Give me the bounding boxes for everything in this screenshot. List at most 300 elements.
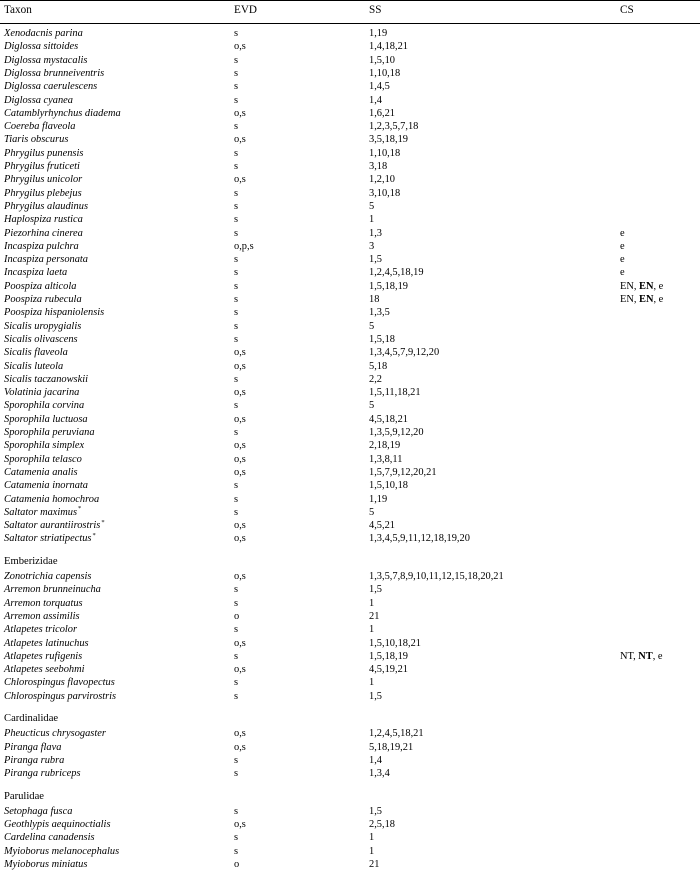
table-row — [0, 187, 700, 200]
evd-cell: o,s — [234, 571, 246, 582]
table-row — [0, 54, 700, 67]
taxon-cell — [4, 147, 83, 160]
evd-cell: o,s — [234, 347, 246, 359]
table-row — [0, 160, 700, 173]
ss-cell: 1 — [369, 677, 375, 689]
ss-cell: 1,5 — [369, 584, 382, 596]
evd-cell: o,s — [234, 728, 246, 740]
cs-status-text: , e — [653, 294, 664, 305]
evd-cell: o,s — [234, 174, 246, 186]
taxon-cell — [4, 858, 87, 871]
ss-cell: 21 — [369, 610, 380, 622]
taxon-cell — [4, 818, 111, 831]
taxon-cell — [4, 426, 95, 439]
evd-cell: s — [234, 307, 239, 319]
ss-cell: 21 — [369, 859, 380, 870]
cs-cell — [620, 280, 663, 293]
table-row — [0, 845, 700, 858]
ss-cell: 1,2,4,5,18,21 — [369, 728, 424, 740]
taxon-cell — [4, 240, 79, 253]
ss-cell: 18 — [369, 294, 380, 305]
ss-cell: 1,4,18,21 — [369, 41, 408, 53]
ss-cell: 4,5,18,21 — [369, 413, 408, 425]
taxon-cell — [4, 266, 67, 279]
ss-cell: 2,5,18 — [369, 819, 395, 831]
evd-cell: o,s — [234, 664, 246, 676]
taxon-name: Sporophila telasco — [4, 453, 82, 465]
ss-cell: 1,5 — [369, 805, 382, 817]
ss-cell: 3,18 — [369, 161, 388, 172]
taxon-name: Saltator maximus — [4, 506, 78, 518]
evd-cell: s — [234, 200, 239, 212]
taxon-cell — [4, 506, 81, 519]
cs-cell: e — [620, 227, 625, 239]
table-row — [0, 280, 700, 293]
table-row — [0, 532, 700, 545]
cs-cell: e — [620, 240, 625, 252]
taxon-name: Sporophila luctuosa — [4, 413, 88, 425]
table-row — [0, 519, 700, 532]
taxon-name: Volatinia jacarina — [4, 387, 80, 399]
cs-status-text: EN, — [620, 280, 640, 292]
ss-cell: 1,2,10 — [369, 174, 395, 186]
cs-status-text: NT, — [620, 650, 639, 662]
ss-cell: 1,4,5 — [369, 81, 390, 93]
footnote-marker: * — [92, 531, 96, 539]
taxon-name: Piranga flava — [4, 741, 62, 753]
taxon-cell — [4, 280, 76, 293]
evd-cell: s — [234, 28, 239, 39]
taxon-name: Zonotrichia capensis — [4, 571, 92, 582]
table-row — [0, 426, 700, 439]
ss-cell: 2,2 — [369, 373, 382, 385]
taxon-cell — [4, 727, 106, 740]
taxon-cell — [4, 293, 82, 306]
taxon-cell — [4, 160, 80, 173]
taxon-name: Sicalis taczanowskii — [4, 373, 88, 385]
evd-cell: o,s — [234, 741, 246, 753]
evd-cell: o — [234, 859, 240, 870]
family-heading: Cardinalidae — [4, 713, 59, 724]
evd-cell: s — [234, 493, 239, 505]
top-rule — [0, 0, 700, 1]
taxon-cell — [4, 493, 99, 506]
taxon-cell — [4, 200, 88, 213]
cs-status-bold: NT — [638, 650, 653, 662]
taxon-name: Tiaris obscurus — [4, 134, 69, 146]
evd-cell: s — [234, 690, 239, 702]
taxon-cell — [4, 767, 80, 780]
cs-status-text: , e — [652, 650, 663, 662]
table-row — [0, 173, 700, 186]
evd-cell: s — [234, 624, 239, 636]
evd-cell: o,s — [234, 819, 246, 831]
family-heading-row — [0, 712, 700, 725]
ss-cell: 5 — [369, 320, 375, 332]
ss-cell: 4,5,19,21 — [369, 664, 408, 676]
ss-cell: 3,5,18,19 — [369, 134, 408, 146]
table-row — [0, 213, 700, 226]
table-row — [0, 293, 700, 306]
ss-cell: 1,5,10,18 — [369, 480, 408, 492]
evd-cell: o,s — [234, 440, 246, 452]
family-heading-row — [0, 555, 700, 568]
ss-cell: 1,10,18 — [369, 67, 401, 79]
taxon-cell — [4, 107, 121, 120]
taxon-name: Myioborus miniatus — [4, 859, 88, 870]
table-row — [0, 610, 700, 623]
footnote-marker: * — [101, 518, 105, 526]
taxon-name: Pheucticus chrysogaster — [4, 728, 106, 740]
table-row — [0, 754, 700, 767]
table-row — [0, 120, 700, 133]
ss-cell: 5,18,19,21 — [369, 741, 414, 753]
taxon-name: Diglossa brunneiventris — [4, 67, 105, 79]
taxon-name: Saltator striatipectus — [4, 533, 92, 545]
table-row — [0, 266, 700, 279]
table-row — [0, 399, 700, 412]
ss-cell: 1,3,5,7,8,9,10,11,12,15,18,20,21 — [369, 571, 504, 582]
header-evd: EVD — [234, 4, 257, 16]
family-heading: Parulidae — [4, 790, 45, 802]
footnote-marker: * — [78, 505, 82, 513]
evd-cell: o,s — [234, 413, 246, 425]
taxon-name: Catamenia analis — [4, 466, 78, 478]
ss-cell: 1,3,4 — [369, 768, 390, 780]
evd-cell: o — [234, 610, 240, 622]
ss-cell: 1,5 — [369, 690, 382, 702]
ss-cell: 1,5,10 — [369, 54, 395, 66]
taxon-name: Catamenia homochroa — [4, 493, 100, 505]
taxon-name: Arremon torquatus — [4, 597, 83, 609]
table-row — [0, 320, 700, 333]
taxon-name: Setophaga fusca — [4, 805, 73, 817]
cs-status-bold: EN — [639, 280, 654, 292]
ss-cell: 1,3,4,5,9,11,12,18,19,20 — [369, 533, 470, 545]
table-row — [0, 650, 700, 663]
evd-cell: o,s — [234, 453, 246, 465]
table-row — [0, 133, 700, 146]
table-row — [0, 386, 700, 399]
taxon-name: Sporophila corvina — [4, 400, 85, 412]
taxon-cell — [4, 610, 80, 623]
taxon-name: Poospiza rubecula — [4, 294, 82, 305]
ss-cell: 1 — [369, 845, 375, 857]
ss-cell: 1,10,18 — [369, 147, 401, 159]
taxon-name: Atlapetes seebohmi — [4, 664, 85, 676]
taxon-name: Myioborus melanocephalus — [4, 845, 120, 857]
ss-cell: 1 — [369, 597, 375, 609]
ss-cell: 5 — [369, 400, 375, 412]
taxon-cell — [4, 320, 81, 333]
table-row — [0, 107, 700, 120]
evd-cell: s — [234, 121, 239, 133]
table-row — [0, 818, 700, 831]
taxon-cell — [4, 519, 105, 532]
evd-cell: s — [234, 227, 239, 239]
taxon-cell — [4, 306, 104, 319]
cs-cell — [620, 293, 663, 306]
taxon-name: Incaspiza laeta — [4, 267, 68, 279]
table-row — [0, 439, 700, 452]
taxon-name: Sicalis uropygialis — [4, 320, 82, 332]
evd-cell: o,s — [234, 466, 246, 478]
table-row — [0, 597, 700, 610]
taxon-cell — [4, 373, 88, 386]
ss-cell: 4,5,21 — [369, 520, 395, 532]
table-row — [0, 858, 700, 871]
table-row — [0, 767, 700, 780]
evd-cell: s — [234, 254, 239, 266]
taxon-cell — [4, 346, 68, 359]
evd-cell: s — [234, 845, 239, 857]
taxon-cell — [4, 94, 73, 107]
taxon-cell — [4, 690, 116, 703]
table-row — [0, 306, 700, 319]
evd-cell: s — [234, 480, 239, 492]
evd-cell: s — [234, 161, 239, 172]
family-heading: Emberizidae — [4, 555, 58, 567]
table-row — [0, 40, 700, 53]
taxon-cell — [4, 583, 101, 596]
cs-status-text: , e — [653, 280, 664, 292]
taxon-name: Phrygilus punensis — [4, 147, 84, 159]
taxon-cell — [4, 532, 96, 545]
evd-cell: s — [234, 280, 239, 292]
evd-cell: s — [234, 805, 239, 817]
taxon-name: Incaspiza personata — [4, 254, 88, 266]
taxon-cell — [4, 597, 83, 610]
taxon-name: Diglossa sittoides — [4, 41, 79, 53]
taxon-cell — [4, 386, 79, 399]
ss-cell: 1,5,18 — [369, 333, 395, 345]
taxon-cell — [4, 173, 82, 186]
table-row — [0, 479, 700, 492]
taxon-name: Sicalis luteola — [4, 360, 64, 372]
taxon-name: Geothlypis aequinoctialis — [4, 819, 111, 831]
table-row — [0, 80, 700, 93]
ss-cell: 5,18 — [369, 360, 388, 372]
taxon-cell — [4, 253, 88, 266]
taxon-cell — [4, 623, 77, 636]
ss-cell: 1,6,21 — [369, 107, 395, 119]
table-row — [0, 413, 700, 426]
evd-cell: s — [234, 768, 239, 780]
ss-cell: 1 — [369, 214, 375, 226]
ss-cell: 1,3,4,5,7,9,12,20 — [369, 347, 440, 359]
ss-cell: 1,19 — [369, 28, 388, 39]
taxon-cell — [4, 413, 88, 426]
evd-cell: o,s — [234, 41, 246, 53]
family-heading-row — [0, 790, 700, 803]
table-row — [0, 27, 700, 40]
header-cs: CS — [620, 4, 634, 16]
table-row — [0, 623, 700, 636]
taxon-name: Incaspiza pulchra — [4, 240, 79, 252]
taxon-cell — [4, 570, 91, 583]
ss-cell: 1,5,10,18,21 — [369, 637, 421, 649]
taxon-name: Poospiza hispaniolensis — [4, 307, 105, 319]
evd-cell: o,s — [234, 107, 246, 119]
taxon-cell — [4, 650, 82, 663]
evd-cell: s — [234, 67, 239, 79]
table-row — [0, 200, 700, 213]
header-rule — [0, 23, 700, 24]
taxon-name: Diglossa cyanea — [4, 94, 73, 106]
table-row — [0, 94, 700, 107]
evd-cell: s — [234, 584, 239, 596]
table-row — [0, 333, 700, 346]
evd-cell: s — [234, 754, 239, 766]
taxon-name: Poospiza alticola — [4, 280, 77, 292]
table-row — [0, 583, 700, 596]
cs-cell — [620, 650, 663, 663]
cs-status-text: EN, — [620, 294, 640, 305]
evd-cell: s — [234, 650, 239, 662]
taxon-cell — [4, 845, 119, 858]
ss-cell: 1,4 — [369, 754, 382, 766]
ss-cell: 3 — [369, 240, 375, 252]
evd-cell: s — [234, 54, 239, 66]
taxon-cell — [4, 27, 83, 40]
taxon-name: Atlapetes rufigenis — [4, 650, 83, 662]
ss-cell: 5 — [369, 506, 375, 518]
table-row — [0, 240, 700, 253]
evd-cell: s — [234, 81, 239, 93]
evd-cell: s — [234, 267, 239, 279]
taxon-cell — [4, 831, 95, 844]
table-row — [0, 637, 700, 650]
table-row — [0, 67, 700, 80]
taxon-name: Chlorospingus flavopectus — [4, 677, 115, 689]
taxon-cell — [4, 213, 83, 226]
taxon-cell — [4, 227, 83, 240]
taxon-name: Piezorhina cinerea — [4, 227, 83, 239]
taxon-cell — [4, 663, 85, 676]
taxon-cell — [4, 754, 64, 767]
ss-cell: 1,3 — [369, 227, 382, 239]
table-row — [0, 346, 700, 359]
table-row — [0, 147, 700, 160]
ss-cell: 5 — [369, 200, 375, 212]
table-row — [0, 741, 700, 754]
taxon-name: Xenodacnis parina — [4, 28, 83, 39]
evd-cell: s — [234, 187, 239, 199]
evd-cell: s — [234, 832, 239, 844]
taxon-cell — [4, 360, 63, 373]
ss-cell: 1,5,11,18,21 — [369, 387, 421, 399]
evd-cell: s — [234, 147, 239, 159]
evd-cell: o,s — [234, 360, 246, 372]
taxon-cell — [4, 466, 78, 479]
cs-cell: e — [620, 267, 625, 279]
taxon-name: Piranga rubriceps — [4, 768, 81, 780]
taxon-name: Catamenia inornata — [4, 480, 88, 492]
taxon-name: Chlorospingus parvirostris — [4, 690, 117, 702]
table-row — [0, 360, 700, 373]
taxon-name: Sicalis flaveola — [4, 347, 68, 359]
ss-cell: 1,3,8,11 — [369, 453, 403, 465]
ss-cell: 2,18,19 — [369, 440, 401, 452]
taxon-name: Phrygilus alaudinus — [4, 200, 88, 212]
taxon-cell — [4, 439, 84, 452]
table-row — [0, 506, 700, 519]
evd-cell: o,s — [234, 637, 246, 649]
taxon-name: Arremon brunneinucha — [4, 584, 101, 596]
table-row — [0, 831, 700, 844]
taxon-cell — [4, 67, 104, 80]
evd-cell: s — [234, 320, 239, 332]
taxon-cell — [4, 120, 75, 133]
taxon-cell — [4, 333, 78, 346]
taxon-cell — [4, 133, 68, 146]
evd-cell: s — [234, 294, 239, 305]
evd-cell: o,s — [234, 387, 246, 399]
taxon-cell — [4, 399, 84, 412]
taxon-cell — [4, 805, 72, 818]
taxon-cell — [4, 453, 82, 466]
taxon-name: Saltator aurantiirostris — [4, 520, 101, 532]
table-row — [0, 663, 700, 676]
taxon-name: Sicalis olivascens — [4, 333, 78, 345]
evd-cell: s — [234, 94, 239, 106]
ss-cell: 1,5,18,19 — [369, 280, 408, 292]
ss-cell: 3,10,18 — [369, 187, 401, 199]
table-row — [0, 805, 700, 818]
table-row — [0, 727, 700, 740]
table-row — [0, 373, 700, 386]
evd-cell: s — [234, 597, 239, 609]
ss-cell: 1,2,3,5,7,18 — [369, 121, 419, 133]
taxon-cell — [4, 187, 82, 200]
table-row — [0, 453, 700, 466]
taxon-name: Coereba flaveola — [4, 121, 76, 133]
ss-cell: 1 — [369, 624, 375, 636]
table-row — [0, 690, 700, 703]
ss-cell: 1,19 — [369, 493, 388, 505]
evd-cell: s — [234, 506, 239, 518]
header-ss: SS — [369, 4, 382, 16]
evd-cell: o,p,s — [234, 240, 254, 252]
taxon-cell — [4, 637, 89, 650]
taxon-name: Sporophila simplex — [4, 440, 85, 452]
ss-cell: 1,3,5,9,12,20 — [369, 427, 424, 438]
table-row — [0, 676, 700, 689]
taxon-cell — [4, 479, 88, 492]
taxon-name: Diglossa caerulescens — [4, 81, 98, 93]
taxon-name: Atlapetes tricolor — [4, 624, 78, 636]
table-row — [0, 227, 700, 240]
table-row — [0, 466, 700, 479]
ss-cell: 1,5 — [369, 254, 382, 266]
evd-cell: s — [234, 214, 239, 226]
taxon-name: Sporophila peruviana — [4, 427, 95, 438]
taxon-name: Cardelina canadensis — [4, 832, 95, 844]
taxon-name: Haplospiza rustica — [4, 214, 83, 226]
taxon-name: Diglossa mystacalis — [4, 54, 88, 66]
taxon-cell — [4, 40, 78, 53]
evd-cell: s — [234, 333, 239, 345]
taxon-name: Atlapetes latinuchus — [4, 637, 89, 649]
taxon-name: Piranga rubra — [4, 754, 65, 766]
ss-cell: 1,2,4,5,18,19 — [369, 267, 424, 279]
ss-cell: 1,4 — [369, 94, 382, 106]
evd-cell: s — [234, 373, 239, 385]
cs-cell: e — [620, 254, 625, 266]
taxon-cell — [4, 54, 87, 67]
evd-cell: o,s — [234, 520, 246, 532]
ss-cell: 1,5,18,19 — [369, 650, 408, 662]
